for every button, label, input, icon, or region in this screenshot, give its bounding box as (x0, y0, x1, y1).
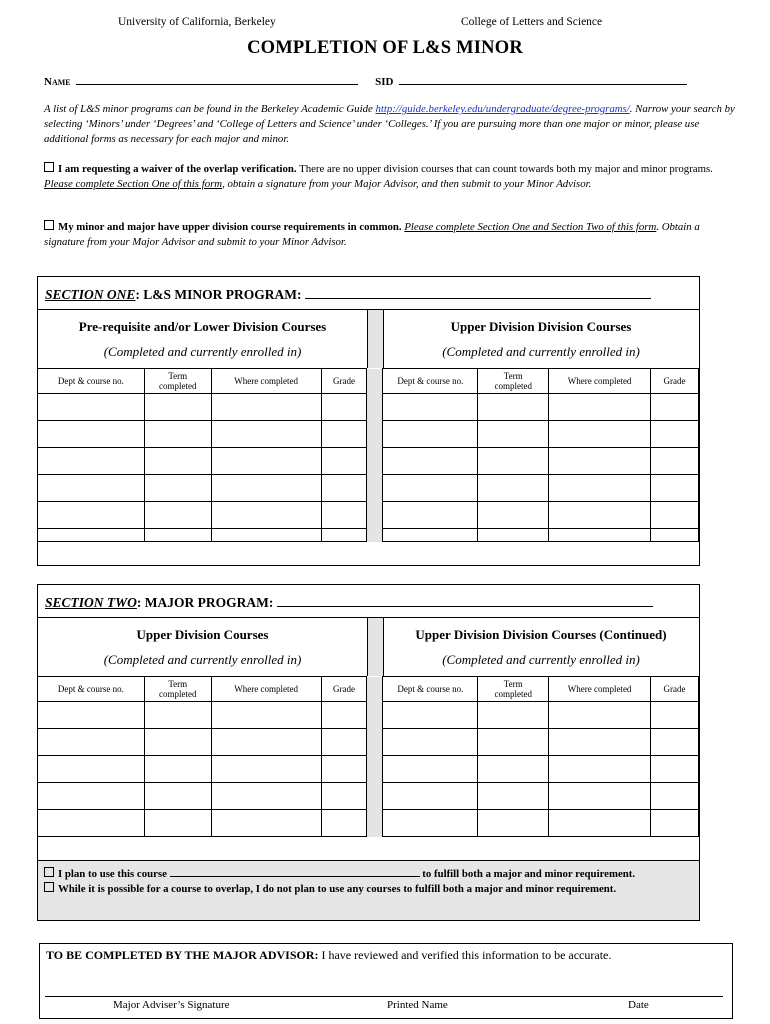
col-grade: Grade (321, 369, 367, 394)
no-overlap-option (44, 882, 693, 897)
col-dept: Dept & course no. (383, 677, 478, 702)
table-row[interactable] (38, 783, 699, 810)
common-italic-text: . Obtain a signature from your Major Advisor and submit to your Minor Advisor. (44, 221, 700, 248)
waiver-text: There are no upper division courses that can count towards both my major and minor programs. (296, 163, 713, 175)
col-where: Where completed (211, 369, 321, 394)
plan-course-field[interactable] (170, 866, 420, 877)
col-dept: Dept & course no. (38, 369, 145, 394)
signature-line[interactable] (45, 996, 723, 997)
page-title: COMPLETION OF L&S MINOR (247, 38, 523, 58)
common-bold-text: My minor and major have upper division course requirements in common. (58, 221, 402, 233)
section-two-label: SECTION TWO (45, 595, 137, 610)
no-overlap-text: While it is possible for a course to overlap, I do not plan to use any courses to fulfill both a major and minor requirement. (58, 883, 617, 895)
table-header-row (38, 677, 699, 702)
common-checkbox[interactable] (44, 220, 54, 230)
plan-option (44, 866, 693, 882)
advisor-text: I have reviewed and verified this information to be accurate. (318, 948, 612, 962)
section-one-label: SECTION ONE (45, 287, 136, 302)
col-where: Where completed (549, 677, 651, 702)
major-right-subheading: (Completed and currently enrolled in) (442, 652, 640, 667)
name-sid-row (44, 74, 687, 88)
section-one-title (45, 286, 651, 303)
waiver-italic-text: , obtain a signature from your Major Advisor, and then submit to your Minor Advisor. (222, 177, 592, 190)
section-one (37, 276, 700, 566)
col-grade: Grade (321, 677, 367, 702)
plan-checkbox[interactable] (44, 867, 54, 877)
section-one-heading: : L&S MINOR PROGRAM: (135, 287, 302, 302)
intro-text-end: . Narrow your search by selecting ‘Minors’ under ‘Degrees’ and ‘College of Letters and Science’ under ‘Colleges.’ If you are pursuing more than one major or minor, please use additional forms as necessary for each major and minor. (44, 103, 735, 145)
guide-link[interactable]: http://guide.berkeley.edu/undergraduate/degree-programs/ (375, 103, 630, 115)
col-grade: Grade (651, 369, 699, 394)
common-underlined-text: Please complete Section One and Section Two of this form (404, 221, 657, 233)
col-term: Term completed (144, 369, 211, 394)
minor-left-heading: Pre-requisite and/or Lower Division Courses (78, 319, 327, 334)
name-field[interactable] (76, 74, 358, 85)
section-two (37, 584, 700, 921)
name-label: Name (44, 76, 71, 88)
major-course-table (37, 676, 699, 837)
table-row[interactable] (38, 529, 699, 542)
common-option (44, 220, 734, 249)
major-left-subheading: (Completed and currently enrolled in) (103, 652, 302, 667)
table-row[interactable] (38, 394, 699, 421)
overlap-box (38, 860, 699, 920)
advisor-section (39, 943, 733, 1019)
no-overlap-checkbox[interactable] (44, 882, 54, 892)
advisor-bold-text: TO BE COMPLETED BY THE MAJOR ADVISOR: (46, 948, 319, 962)
table-row[interactable] (38, 475, 699, 502)
printed-name-label: Printed Name (387, 999, 448, 1011)
table-row[interactable] (38, 421, 699, 448)
col-term: Term completed (478, 369, 549, 394)
intro-paragraph (44, 102, 744, 147)
plan-text-b: to fulfill both a major and minor requirement. (422, 868, 636, 880)
university-name: University of California, Berkeley (118, 16, 276, 28)
waiver-underlined-text: Please complete Section One of this form (44, 177, 223, 190)
col-term: Term completed (144, 677, 211, 702)
table-row[interactable] (38, 756, 699, 783)
signature-label: Major Adviser’s Signature (113, 999, 230, 1011)
col-dept: Dept & course no. (38, 677, 145, 702)
table-row[interactable] (38, 810, 699, 837)
table-row[interactable] (38, 448, 699, 475)
table-row[interactable] (38, 502, 699, 529)
col-grade: Grade (651, 677, 699, 702)
plan-text-a: I plan to use this course (58, 868, 167, 880)
major-right-heading: Upper Division Division Courses (Continued) (415, 627, 667, 642)
minor-right-heading: Upper Division Division Courses (450, 319, 632, 334)
divider (367, 310, 384, 368)
col-dept: Dept & course no. (383, 369, 478, 394)
minor-course-table (37, 368, 699, 542)
waiver-option (44, 162, 734, 191)
col-term: Term completed (478, 677, 549, 702)
major-left-heading: Upper Division Courses (136, 627, 269, 642)
col-where: Where completed (549, 369, 651, 394)
waiver-bold-text: I am requesting a waiver of the overlap verification. (58, 163, 297, 175)
date-label: Date (628, 999, 649, 1011)
sid-label: SID (375, 76, 394, 88)
table-row[interactable] (38, 702, 699, 729)
minor-program-field[interactable] (305, 286, 651, 299)
divider (367, 618, 384, 676)
table-row[interactable] (38, 729, 699, 756)
section-two-heading: : MAJOR PROGRAM: (136, 595, 274, 610)
college-name: College of Letters and Science (461, 16, 603, 28)
major-program-field[interactable] (277, 594, 653, 607)
minor-right-subheading: (Completed and currently enrolled in) (442, 344, 640, 359)
section-two-title (45, 594, 653, 611)
table-header-row (38, 369, 699, 394)
minor-left-subheading: (Completed and currently enrolled in) (103, 344, 302, 359)
intro-text: A list of L&S minor programs can be found in the Berkeley Academic Guide (44, 103, 376, 115)
col-where: Where completed (211, 677, 321, 702)
sid-field[interactable] (399, 74, 687, 85)
waiver-checkbox[interactable] (44, 162, 54, 172)
advisor-statement (46, 948, 611, 963)
